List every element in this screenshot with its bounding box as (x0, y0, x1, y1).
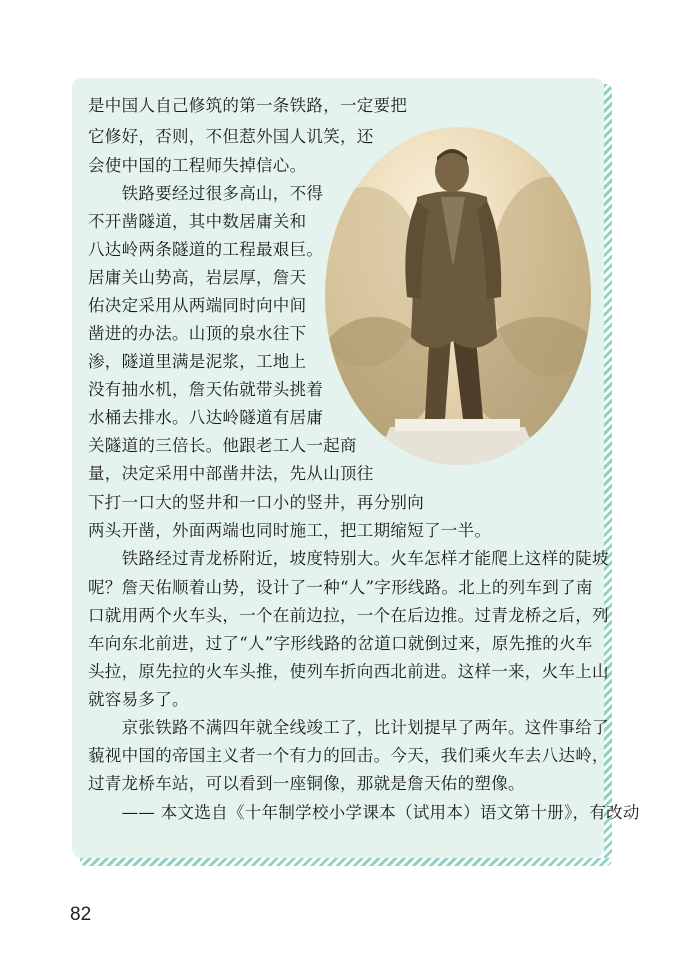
body-line: 凿进的办法。山顶的泉水往下 (88, 324, 307, 343)
body-line: 是中国人自己修筑的第一条铁路，一定要把 (88, 96, 408, 115)
body-line: 下打一口大的竖井和一口小的竖井，再分别向 (88, 493, 424, 512)
body-line: 车向东北前进，过了“人”字形线路的岔道口就倒过来，原先推的火车 (88, 634, 593, 653)
body-line: 京张铁路不满四年就全线竣工了，比计划提早了两年。这件事给了 (88, 718, 609, 737)
body-line: 过青龙桥车站，可以看到一座铜像，那就是詹天佑的塑像。 (88, 774, 525, 793)
body-line: 水桶去排水。八达岭隧道有居庸 (88, 408, 324, 427)
body-line: 佑决定采用从两端同时向中间 (88, 296, 307, 315)
statue-photo (325, 127, 591, 465)
body-line: 八达岭两条隧道的工程最艰巨。 (88, 240, 324, 259)
decorative-stripe-bottom (80, 858, 612, 866)
body-line: 会使中国的工程师失掉信心。 (88, 156, 307, 175)
body-line: 没有抽水机，詹天佑就带头挑着 (88, 380, 324, 399)
body-line: 居庸关山势高，岩层厚，詹天 (88, 268, 307, 287)
body-line: 藐视中国的帝国主义者一个有力的回击。今天，我们乘火车去八达岭， (88, 746, 609, 765)
body-line: 头拉，原先拉的火车头推，使列车折向西北前进。这样一来，火车上山 (88, 662, 609, 681)
body-line: 量，决定采用中部凿井法，先从山顶往 (88, 464, 374, 483)
body-line: 铁路经过青龙桥附近，坡度特别大。火车怎样才能爬上这样的陡坡 (88, 549, 609, 568)
body-line: 口就用两个火车头，一个在前边拉，一个在后边推。过青龙桥之后，列 (88, 606, 609, 625)
body-line: 呢？詹天佑顺着山势，设计了一种“人”字形线路。北上的列车到了南 (88, 578, 593, 597)
statue-illustration (325, 127, 591, 465)
body-line: 两头开凿，外面两端也同时施工，把工期缩短了一半。 (88, 521, 492, 540)
source-note: —— 本文选自《十年制学校小学课本（试用本）语文第十册》，有改动 (88, 803, 640, 822)
body-line: 不开凿隧道，其中数居庸关和 (88, 212, 307, 231)
body-line: 就容易多了。 (88, 690, 189, 709)
body-line: 渗，隧道里满是泥浆，工地上 (88, 352, 307, 371)
body-line: 关隧道的三倍长。他跟老工人一起商 (88, 436, 357, 455)
page-number: 82 (70, 904, 92, 925)
body-line: 铁路要经过很多高山，不得 (88, 184, 324, 203)
body-line: 它修好，否则，不但惹外国人讥笑，还 (88, 127, 374, 146)
